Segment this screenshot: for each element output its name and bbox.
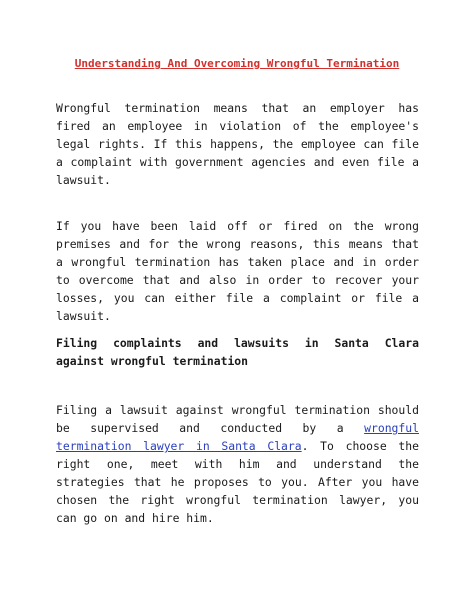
section-heading: Filing complaints and lawsuits in Santa Clara against wrongful termination [56,336,419,368]
paragraph-text-before-link: Filing a lawsuit against wrongful termination should be supervised and conducted by a [56,403,419,435]
paragraph-filing-lawsuit [56,401,419,527]
paragraph-text-after-link: . To choose the right one, meet with him and understand the strategies that he proposes to you. After you have chosen the right wrongful termination lawyer, you can go on and hire him. [56,439,419,525]
lawyer-link[interactable]: wrongful termination lawyer in Santa Clara [56,421,419,453]
paragraph-wrong-premises: If you have been laid off or fired on the wrong premises and for the wrong reasons, this means that a wrongful termination has taken place and in order to overcome that and also in order to recover your losses, you can either file a complaint or file a lawsuit. [56,219,419,323]
document-title: Understanding And Overcoming Wrongful Termination [74,57,400,70]
paragraph-definition: Wrongful termination means that an employer has fired an employee in violation of the employee's legal rights. If this happens, the employee can file a complaint with government agencies and even file a lawsuit. [56,101,419,187]
